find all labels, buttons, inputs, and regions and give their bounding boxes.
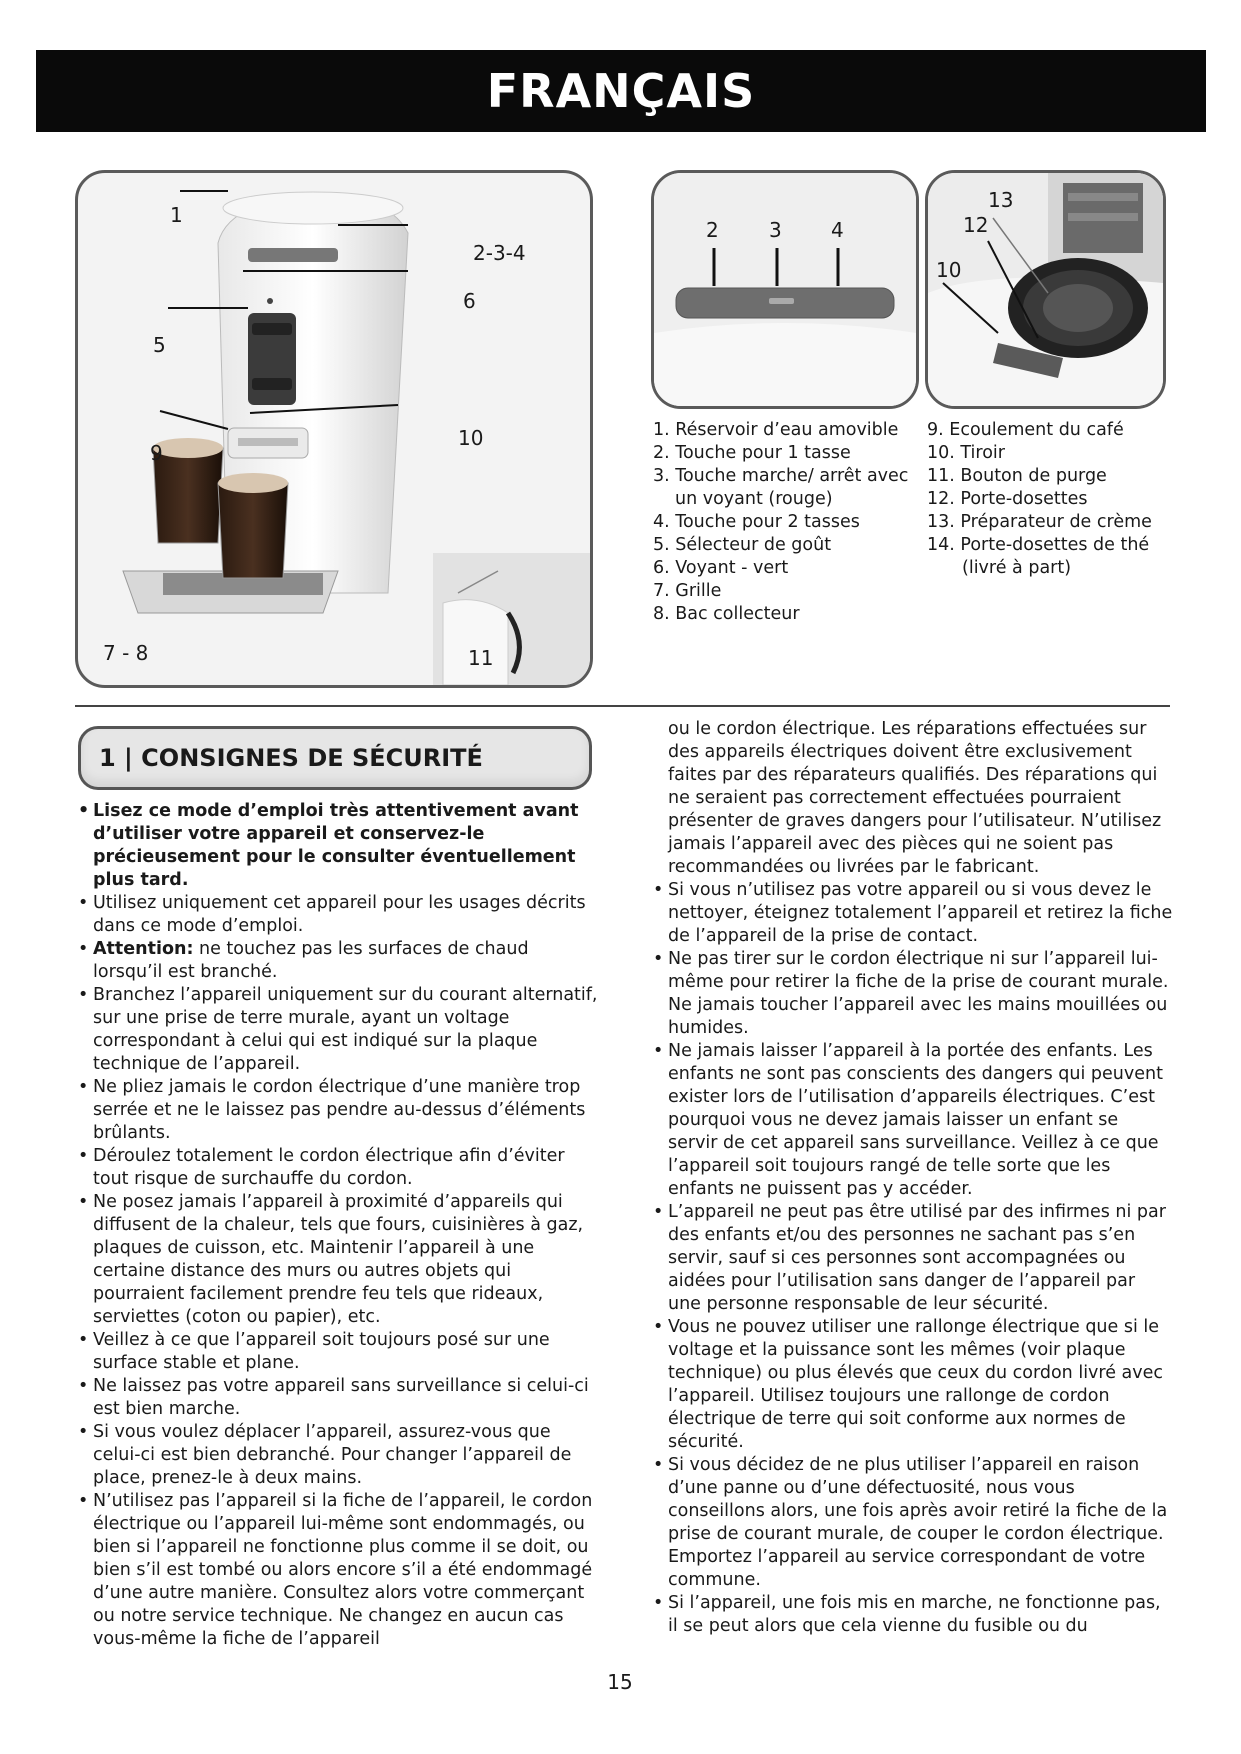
list-item: • N’utilisez pas l’appareil si la fiche de l’appareil, le cordon électrique ou l’appareil lui-même sont endommagés, ou bien si l’appareil ne fonctionne plus comme il se doit, ou bien s’il est tombé ou alors encore s’il a été endommagé d’une autre manière. Consultez alors votre commerçant ou notre service technique. Ne changez en aucun cas vous-même la fiche de l’appareil xyxy=(78,1490,598,1651)
parts-list-left xyxy=(653,419,908,626)
continuation-text: ou le cordon électrique. Les réparations effectuées sur des appareils électriques doivent être exclusivement faites par des réparateurs qualifiés. Des réparations qui ne seraient pas correctement effectuées pourraient présenter de graves dangers pour l’utilisateur. N’utilisez jamais l’appareil avec des pièces qui ne soient pas recommandées ou livrées par le fabricant. xyxy=(668,719,1162,877)
control-panel-figure xyxy=(651,170,919,409)
list-item: • Déroulez totalement le cordon électrique afin d’éviter tout risque de surchauffe du cordon. xyxy=(78,1145,598,1191)
part-item: 9. Ecoulement du café xyxy=(927,420,1124,440)
list-item: • Ne posez jamais l’appareil à proximité d’appareils qui diffusent de la chaleur, tels que fours, cuisinières à gaz, plaques de cuisson, etc. Maintenir l’appareil à une certaine distance des murs ou autres objets qui pourraient facilement prendre feu tels que rideaux, serviettes (coton ou papier), etc. xyxy=(78,1191,598,1329)
list-item: • Ne pliez jamais le cordon électrique d’une manière trop serrée et ne le laissez pas pendre au-dessus d’éléments brûlants. xyxy=(78,1076,598,1145)
panel-label-4: 4 xyxy=(831,218,844,242)
part-item: 14. Porte-dosettes de thé xyxy=(927,535,1150,555)
list-item: • Lisez ce mode d’emploi très attentivement avant d’utiliser votre appareil et conservez-le précieusement pour le consulter éventuellement plus tard. xyxy=(78,800,598,892)
part-item: 7. Grille xyxy=(653,581,722,601)
list-item: • Si vous voulez déplacer l’appareil, assurez-vous que celui-ci est bien debranché. Pour changer l’appareil de place, prenez-le à deux mains. xyxy=(78,1421,598,1490)
label-2-3-4: 2-3-4 xyxy=(473,241,526,265)
list-item xyxy=(78,938,598,984)
label-5: 5 xyxy=(153,333,166,357)
list-item: • Utilisez uniquement cet appareil pour les usages décrits dans ce mode d’emploi. xyxy=(78,892,598,938)
list-item: • Ne jamais laisser l’appareil à la portée des enfants. Les enfants ne sont pas conscients des dangers qui peuvent exister lors de l’utilisation d’appareils électriques. C’est pourquoi vous ne devez jamais laisser un enfant se servir de cet appareil sans surveillance. Veillez à ce que l’appareil soit toujours rangé de telle sorte que les enfants ne puissent pas y accéder. xyxy=(653,1040,1173,1201)
label-11: 11 xyxy=(468,646,494,670)
attention-text: ne touchez pas les surfaces de chaud lorsqu’il est branché. xyxy=(93,939,529,982)
part-item: 12. Porte-dosettes xyxy=(927,489,1088,509)
safety-column-right xyxy=(653,718,1173,1638)
part-item: 13. Préparateur de crème xyxy=(927,512,1152,532)
part-item: 3. Touche marche/ arrêt avec xyxy=(653,466,909,486)
part-item: 11. Bouton de purge xyxy=(927,466,1107,486)
machine-figure xyxy=(75,170,593,688)
control-panel-illustration xyxy=(654,173,916,406)
part-item-continuation: (livré à part) xyxy=(962,558,1072,578)
label-10: 10 xyxy=(458,426,484,450)
section-divider xyxy=(75,705,1170,707)
list-item: • Ne laissez pas votre appareil sans surveillance si celui-ci est bien marche. xyxy=(78,1375,598,1421)
page-title: FRANÇAIS xyxy=(486,64,756,118)
label-9: 9 xyxy=(150,441,163,465)
safety-column-left xyxy=(78,800,598,1651)
pod-holder-figure xyxy=(925,170,1166,409)
tray-label-13: 13 xyxy=(988,188,1014,212)
list-item: • L’appareil ne peut pas être utilisé par des infirmes ni par des enfants et/ou des personnes ne sachant pas s’en servir, sauf si ces personnes sont accompagnées ou aidées pour l’utilisation sans danger de l’appareil par une personne responsable de leur sécurité. xyxy=(653,1201,1173,1316)
part-item: 1. Réservoir d’eau amovible xyxy=(653,420,899,440)
panel-label-2: 2 xyxy=(706,218,719,242)
label-1: 1 xyxy=(170,203,183,227)
part-item-continuation: un voyant (rouge) xyxy=(675,489,833,509)
list-item: • Si vous n’utilisez pas votre appareil ou si vous devez le nettoyer, éteignez totalement l’appareil et retirez la fiche de l’appareil de la prise de contact. xyxy=(653,879,1173,948)
part-item: 8. Bac collecteur xyxy=(653,604,800,624)
page-number: 15 xyxy=(607,1670,633,1694)
label-7-8: 7 - 8 xyxy=(103,641,149,665)
section-title: 1 | CONSIGNES DE SÉCURITÉ xyxy=(99,744,483,772)
tray-label-12: 12 xyxy=(963,213,989,237)
list-item: • Veillez à ce que l’appareil soit toujours posé sur une surface stable et plane. xyxy=(78,1329,598,1375)
part-item: 5. Sélecteur de goût xyxy=(653,535,832,555)
list-item: • Si vous décidez de ne plus utiliser l’appareil en raison d’une panne ou d’une défectuosité, nous vous conseillons alors, une fois après avoir retiré la fiche de la prise de courant murale, de couper le cordon électrique. Emportez l’appareil au service correspondant de votre commune. xyxy=(653,1454,1173,1592)
list-item: • Branchez l’appareil uniquement sur du courant alternatif, sur une prise de terre murale, ayant un voltage correspondant à celui qui est indiqué sur la plaque technique de l’appareil. xyxy=(78,984,598,1076)
attention-label: Attention: xyxy=(93,939,194,959)
pod-holder-illustration xyxy=(928,173,1163,406)
tray-label-10: 10 xyxy=(936,258,962,282)
part-item: 4. Touche pour 2 tasses xyxy=(653,512,860,532)
list-item: • Si l’appareil, une fois mis en marche, ne fonctionne pas, il se peut alors que cela vienne du fusible ou du xyxy=(653,1592,1173,1638)
section-header xyxy=(78,726,592,790)
parts-list-right xyxy=(927,419,1152,580)
part-item: 10. Tiroir xyxy=(927,443,1005,463)
label-6: 6 xyxy=(463,289,476,313)
list-item: • Vous ne pouvez utiliser une rallonge électrique que si le voltage et la puissance sont les mêmes (voir plaque technique) ou plus élevés que ceux du cordon livré avec l’appareil. Utilisez toujours une rallonge de cordon électrique de terre qui soit conforme aux normes de sécurité. xyxy=(653,1316,1173,1454)
part-item: 6. Voyant - vert xyxy=(653,558,789,578)
list-item: • Ne pas tirer sur le cordon électrique ni sur l’appareil lui-même pour retirer la fiche de la prise de courant murale. Ne jamais toucher l’appareil avec les mains mouillées ou humides. xyxy=(653,948,1173,1040)
language-header xyxy=(36,50,1206,132)
part-item: 2. Touche pour 1 tasse xyxy=(653,443,851,463)
panel-label-3: 3 xyxy=(769,218,782,242)
